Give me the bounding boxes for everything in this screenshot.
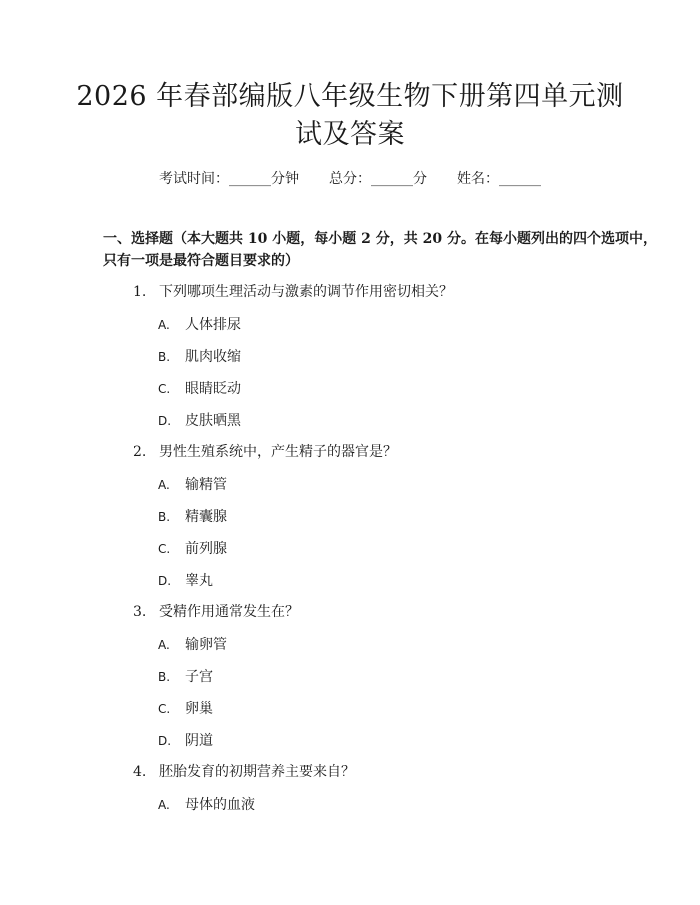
section-heading: 一、选择题（本大题共 10 小题，每小题 2 分，共 20 分。在每小题列出的四个选项中，只有一项是最符合题目要求的） bbox=[103, 231, 657, 269]
option-text: 前列腺 bbox=[185, 541, 227, 557]
option-1b bbox=[158, 346, 241, 366]
option-text: 子宫 bbox=[185, 669, 213, 685]
option-letter: A. bbox=[158, 638, 170, 652]
total-score-field: 总分：______分 bbox=[329, 171, 427, 187]
option-3d bbox=[158, 730, 213, 750]
option-3b bbox=[158, 666, 213, 686]
option-letter: D. bbox=[158, 574, 172, 588]
option-2b bbox=[158, 506, 227, 526]
option-text: 输精管 bbox=[185, 477, 227, 493]
question-1 bbox=[133, 281, 453, 301]
option-letter: B. bbox=[158, 670, 171, 684]
option-text: 精囊腺 bbox=[185, 509, 227, 525]
question-number: 3. bbox=[133, 604, 147, 620]
option-2a bbox=[158, 474, 227, 494]
question-text: 受精作用通常发生在？ bbox=[159, 604, 299, 620]
option-letter: D. bbox=[158, 414, 172, 428]
option-text: 肌肉收缩 bbox=[185, 349, 241, 365]
option-1a bbox=[158, 314, 241, 334]
option-letter: B. bbox=[158, 510, 171, 524]
option-text: 眼睛眨动 bbox=[185, 381, 241, 397]
option-text: 皮肤晒黑 bbox=[185, 413, 241, 429]
question-2 bbox=[133, 441, 397, 461]
option-letter: C. bbox=[158, 382, 171, 396]
option-2c bbox=[158, 538, 227, 558]
option-letter: A. bbox=[158, 798, 170, 812]
option-letter: A. bbox=[158, 318, 170, 332]
exam-title bbox=[60, 78, 640, 154]
option-text: 卵巢 bbox=[185, 701, 213, 717]
question-number: 2. bbox=[133, 444, 147, 460]
option-2d bbox=[158, 570, 213, 590]
option-3c bbox=[158, 698, 213, 718]
title-line-1: 2026 年春部编版八年级生物下册第四单元测 bbox=[76, 81, 624, 112]
option-text: 母体的血液 bbox=[185, 797, 255, 813]
option-letter: C. bbox=[158, 542, 171, 556]
option-letter: B. bbox=[158, 350, 171, 364]
option-4a bbox=[158, 794, 255, 814]
exam-time-field: 考试时间：______分钟 bbox=[159, 171, 299, 187]
title-line-2: 试及答案 bbox=[295, 119, 405, 150]
option-3a bbox=[158, 634, 227, 654]
option-letter: A. bbox=[158, 478, 170, 492]
option-letter: D. bbox=[158, 734, 172, 748]
question-text: 胚胎发育的初期营养主要来自？ bbox=[159, 764, 355, 780]
question-text: 男性生殖系统中，产生精子的器官是？ bbox=[159, 444, 397, 460]
option-text: 人体排尿 bbox=[185, 317, 241, 333]
question-text: 下列哪项生理活动与激素的调节作用密切相关？ bbox=[159, 284, 453, 300]
exam-meta bbox=[0, 168, 700, 188]
option-letter: C. bbox=[158, 702, 171, 716]
question-number: 4. bbox=[133, 764, 147, 780]
option-text: 阴道 bbox=[185, 733, 213, 749]
question-number: 1. bbox=[133, 284, 147, 300]
option-text: 输卵管 bbox=[185, 637, 227, 653]
student-name-field: 姓名：______ bbox=[457, 171, 541, 187]
option-1d bbox=[158, 410, 241, 430]
question-4 bbox=[133, 761, 355, 781]
option-text: 睾丸 bbox=[185, 573, 213, 589]
question-3 bbox=[133, 601, 299, 621]
option-1c bbox=[158, 378, 241, 398]
